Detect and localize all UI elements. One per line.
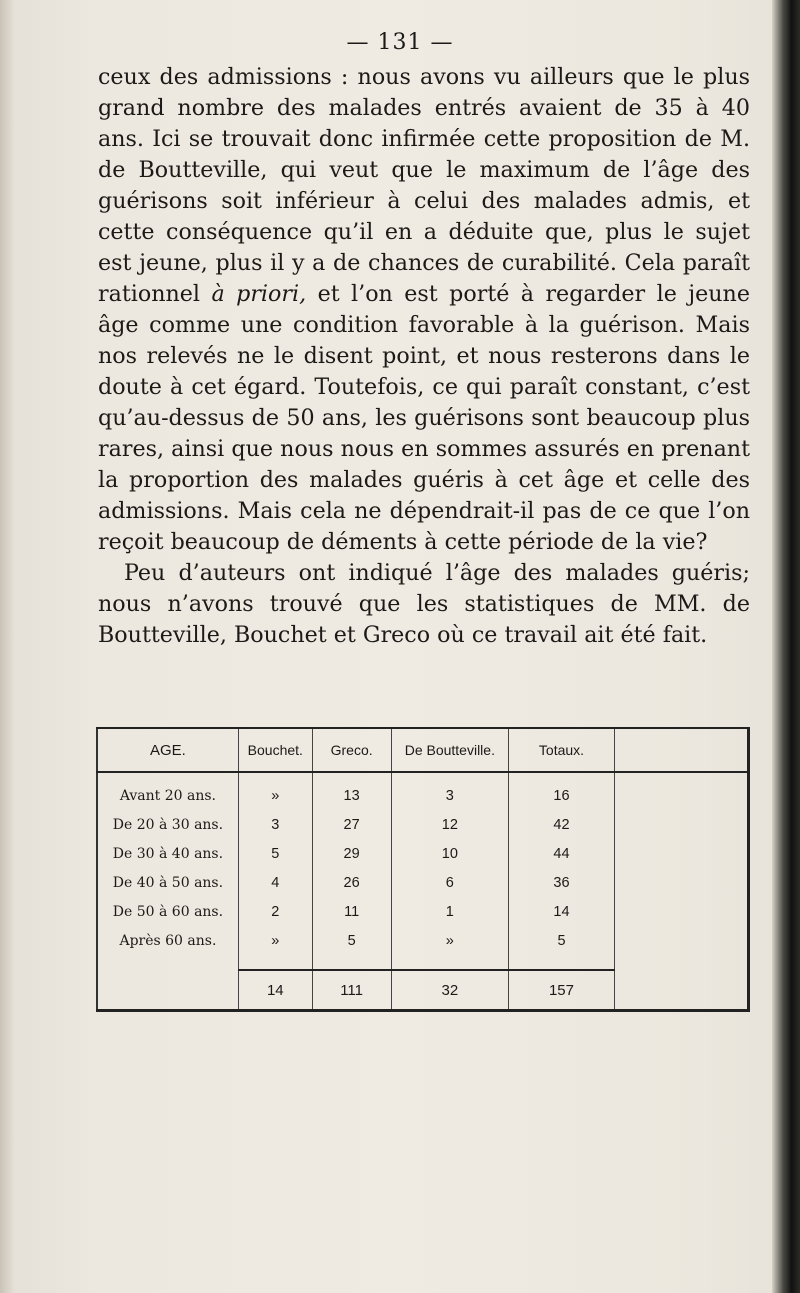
cell-blank bbox=[614, 810, 748, 839]
header-bouchet: Bouchet. bbox=[238, 728, 312, 772]
paragraph-1-end: et l’on est porté à regarder le jeune âge comme une condition favorable à la guérison. Mais nos relevés ne le disent point, et nous resterons dans le doute à cet égard. Toutefois, ce qui paraît constant, c’est qu’au-dessus de 50 ans, les guérisons sont beaucoup plus rares, ainsi que nous nous en sommes assurés en prenant la proportion des malades guéris à cet âge et celle des admissions. Mais cela ne dépendrait-il pas de ce que l’on reçoit beaucoup de déments à cette période de la vie? bbox=[98, 281, 750, 555]
cell-totaux: 36 bbox=[509, 868, 615, 897]
body-text bbox=[98, 62, 750, 651]
cell-boutteville: 3 bbox=[391, 772, 509, 810]
row-age: Avant 20 ans. bbox=[97, 772, 238, 810]
cell-boutteville: 12 bbox=[391, 810, 509, 839]
paragraph-2: Peu d’auteurs ont indiqué l’âge des malades guéris; nous n’avons trouvé que les statistiques de MM. de Boutteville, Bouchet et Greco où ce travail ait été fait. bbox=[98, 560, 750, 648]
cell-bouchet: » bbox=[238, 926, 312, 970]
paragraph-1 bbox=[98, 62, 750, 558]
cell-bouchet: 4 bbox=[238, 868, 312, 897]
cell-totaux: 5 bbox=[509, 926, 615, 970]
cell-blank bbox=[614, 897, 748, 926]
row-age: De 50 à 60 ans. bbox=[97, 897, 238, 926]
cell-greco: 13 bbox=[312, 772, 391, 810]
table-row bbox=[97, 926, 749, 970]
cell-boutteville: 10 bbox=[391, 839, 509, 868]
page-number: — 131 — bbox=[346, 30, 454, 55]
table-row bbox=[97, 839, 749, 868]
header-age: AGE. bbox=[97, 728, 238, 772]
row-age: Après 60 ans. bbox=[97, 926, 238, 970]
header-greco: Greco. bbox=[312, 728, 391, 772]
cell-blank bbox=[614, 772, 748, 810]
table-row bbox=[97, 868, 749, 897]
header-boutteville: De Boutteville. bbox=[391, 728, 509, 772]
cell-greco: 27 bbox=[312, 810, 391, 839]
cell-boutteville: 6 bbox=[391, 868, 509, 897]
cell-totaux: 42 bbox=[509, 810, 615, 839]
totals-label-blank bbox=[97, 970, 238, 1011]
cell-greco: 11 bbox=[312, 897, 391, 926]
cell-greco: 5 bbox=[312, 926, 391, 970]
cell-blank bbox=[614, 839, 748, 868]
total-greco: 111 bbox=[312, 970, 391, 1011]
cell-totaux: 44 bbox=[509, 839, 615, 868]
cell-totaux: 16 bbox=[509, 772, 615, 810]
cell-boutteville: » bbox=[391, 926, 509, 970]
row-age: De 20 à 30 ans. bbox=[97, 810, 238, 839]
header-blank bbox=[614, 728, 748, 772]
total-bouchet: 14 bbox=[238, 970, 312, 1011]
page-edge-right bbox=[772, 0, 800, 1293]
header-totaux: Totaux. bbox=[509, 728, 615, 772]
cell-bouchet: 5 bbox=[238, 839, 312, 868]
page-edge-left bbox=[0, 0, 14, 1293]
paragraph-1-text: ceux des admissions : nous avons vu ailleurs que le plus grand nombre des malades entrés avaient de 35 à 40 ans. Ici se trouvait donc infirmée cette proposition de M. de Boutteville, qui veut que le maximum de l’âge des guérisons soit inférieur à celui des malades admis, et cette conséquence qu’il en a déduite que, plus le sujet est jeune, plus il y a de chances de curabilité. Cela paraît rationnel bbox=[98, 64, 750, 307]
total-totaux: 157 bbox=[509, 970, 615, 1011]
cell-bouchet: 3 bbox=[238, 810, 312, 839]
row-age: De 30 à 40 ans. bbox=[97, 839, 238, 868]
row-age: De 40 à 50 ans. bbox=[97, 868, 238, 897]
paragraph-1-italic: à priori, bbox=[211, 281, 307, 307]
cell-bouchet: » bbox=[238, 772, 312, 810]
total-boutteville: 32 bbox=[391, 970, 509, 1011]
totals-row bbox=[97, 970, 749, 1011]
table-header-row bbox=[97, 728, 749, 772]
table-row bbox=[97, 897, 749, 926]
cell-blank bbox=[614, 868, 748, 897]
cell-blank bbox=[614, 970, 748, 1011]
cell-bouchet: 2 bbox=[238, 897, 312, 926]
cell-blank bbox=[614, 926, 748, 970]
table-row bbox=[97, 810, 749, 839]
age-statistics-table bbox=[96, 727, 750, 1012]
table-row bbox=[97, 772, 749, 810]
cell-boutteville: 1 bbox=[391, 897, 509, 926]
cell-totaux: 14 bbox=[509, 897, 615, 926]
cell-greco: 29 bbox=[312, 839, 391, 868]
cell-greco: 26 bbox=[312, 868, 391, 897]
